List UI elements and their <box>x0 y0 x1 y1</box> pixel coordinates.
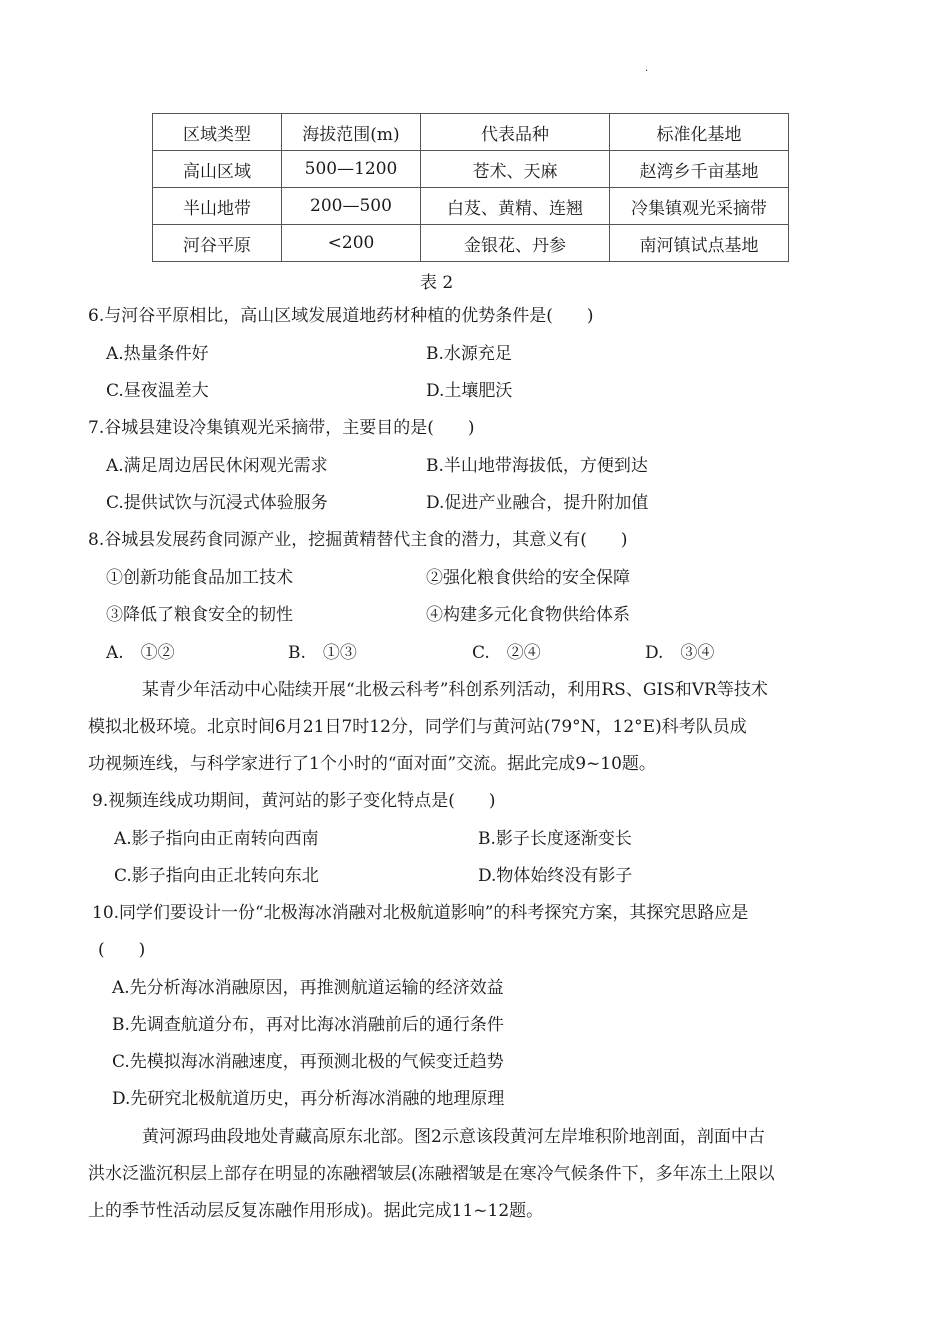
passage-1-line-1: 某青少年活动中心陆续开展“北极云科考”科创系列活动，利用RS、GIS和VR等技术 <box>142 680 768 700</box>
table-cell: 冷集镇观光采摘带 <box>610 188 789 225</box>
table-header: 海拔范围(m) <box>282 114 421 151</box>
question-10-option-a: A.先分析海冰消融原因，再推测航道运输的经济效益 <box>112 978 504 998</box>
passage-2-line-2: 洪水泛滥沉积层上部存在明显的冻融褶皱层(冻融褶皱是在寒冷气候条件下，多年冻土上限以 <box>88 1164 775 1184</box>
table-cell: 金银花、丹参 <box>421 225 610 262</box>
question-7-option-b: B.半山地带海拔低，方便到达 <box>426 456 648 476</box>
table-caption: 表 2 <box>420 273 454 293</box>
question-8-stem: 8.谷城县发展药食同源产业，挖掘黄精替代主食的潜力，其意义有( ) <box>88 530 628 550</box>
question-8-statement-4: ④构建多元化食物供给体系 <box>426 605 630 625</box>
question-7-option-a: A.满足周边居民休闲观光需求 <box>106 456 328 476</box>
question-7-option-d: D.促进产业融合，提升附加值 <box>426 493 649 513</box>
question-8-option-d: D. ③④ <box>645 643 715 663</box>
table-header: 标准化基地 <box>610 114 789 151</box>
passage-2-line-1: 黄河源玛曲段地处青藏高原东北部。图2示意该段黄河左岸堆积阶地剖面，剖面中古 <box>142 1127 765 1147</box>
question-10-stem: 10.同学们要设计一份“北极海冰消融对北极航道影响”的科考探究方案，其探究思路应是 <box>92 903 749 923</box>
passage-1-line-2: 模拟北极环境。北京时间6月21日7时12分，同学们与黄河站(79°N，12°E)科考队员成 <box>88 717 747 737</box>
question-9-stem: 9.视频连线成功期间，黄河站的影子变化特点是( ) <box>92 791 496 811</box>
question-8-statement-2: ②强化粮食供给的安全保障 <box>426 568 630 588</box>
table-cell: 南河镇试点基地 <box>610 225 789 262</box>
question-9-option-b: B.影子长度逐渐变长 <box>478 829 632 849</box>
question-9-option-c: C.影子指向由正北转向东北 <box>114 866 319 886</box>
table-cell: 白芨、黄精、连翘 <box>421 188 610 225</box>
passage-1-line-3: 功视频连线，与科学家进行了1个小时的“面对面”交流。据此完成9~10题。 <box>88 754 656 774</box>
data-table <box>152 113 789 262</box>
table-row <box>153 188 789 225</box>
table-header-row <box>153 114 789 151</box>
question-10-option-b: B.先调查航道分布，再对比海冰消融前后的通行条件 <box>112 1015 504 1035</box>
question-6-option-b: B.水源充足 <box>426 344 512 364</box>
question-10-option-c: C.先模拟海冰消融速度，再预测北极的气候变迁趋势 <box>112 1052 504 1072</box>
question-8-statement-3: ③降低了粮食安全的韧性 <box>106 605 293 625</box>
question-9-option-a: A.影子指向由正南转向西南 <box>114 829 319 849</box>
passage-2-line-3: 上的季节性活动层反复冻融作用形成)。据此完成11~12题。 <box>88 1201 544 1221</box>
table-cell: 河谷平原 <box>153 225 282 262</box>
question-7-option-c: C.提供试饮与沉浸式体验服务 <box>106 493 328 513</box>
table-cell: 500—1200 <box>282 151 421 188</box>
question-9-option-d: D.物体始终没有影子 <box>478 866 633 886</box>
table-cell: <200 <box>282 225 421 262</box>
table-cell: 高山区域 <box>153 151 282 188</box>
table-cell: 苍术、天麻 <box>421 151 610 188</box>
question-8-statement-1: ①创新功能食品加工技术 <box>106 568 293 588</box>
question-10-option-d: D.先研究北极航道历史，再分析海冰消融的地理原理 <box>112 1089 505 1109</box>
question-10-stem-bracket: ( ) <box>98 940 146 960</box>
question-7-stem: 7.谷城县建设冷集镇观光采摘带，主要目的是( ) <box>88 418 475 438</box>
table-row <box>153 225 789 262</box>
table-header: 区域类型 <box>153 114 282 151</box>
question-6-option-c: C.昼夜温差大 <box>106 381 209 401</box>
table-cell: 200—500 <box>282 188 421 225</box>
table-cell: 半山地带 <box>153 188 282 225</box>
question-6-option-d: D.土壤肥沃 <box>426 381 513 401</box>
table-cell: 赵湾乡千亩基地 <box>610 151 789 188</box>
table-row <box>153 151 789 188</box>
question-8-option-c: C. ②④ <box>472 643 541 663</box>
question-6-option-a: A.热量条件好 <box>106 344 209 364</box>
question-8-option-a: A. ①② <box>106 643 175 663</box>
page-mark: · <box>645 66 649 77</box>
table-header: 代表品种 <box>421 114 610 151</box>
question-6-stem: 6.与河谷平原相比，高山区域发展道地药材种植的优势条件是( ) <box>88 306 594 326</box>
question-8-option-b: B. ①③ <box>288 643 357 663</box>
